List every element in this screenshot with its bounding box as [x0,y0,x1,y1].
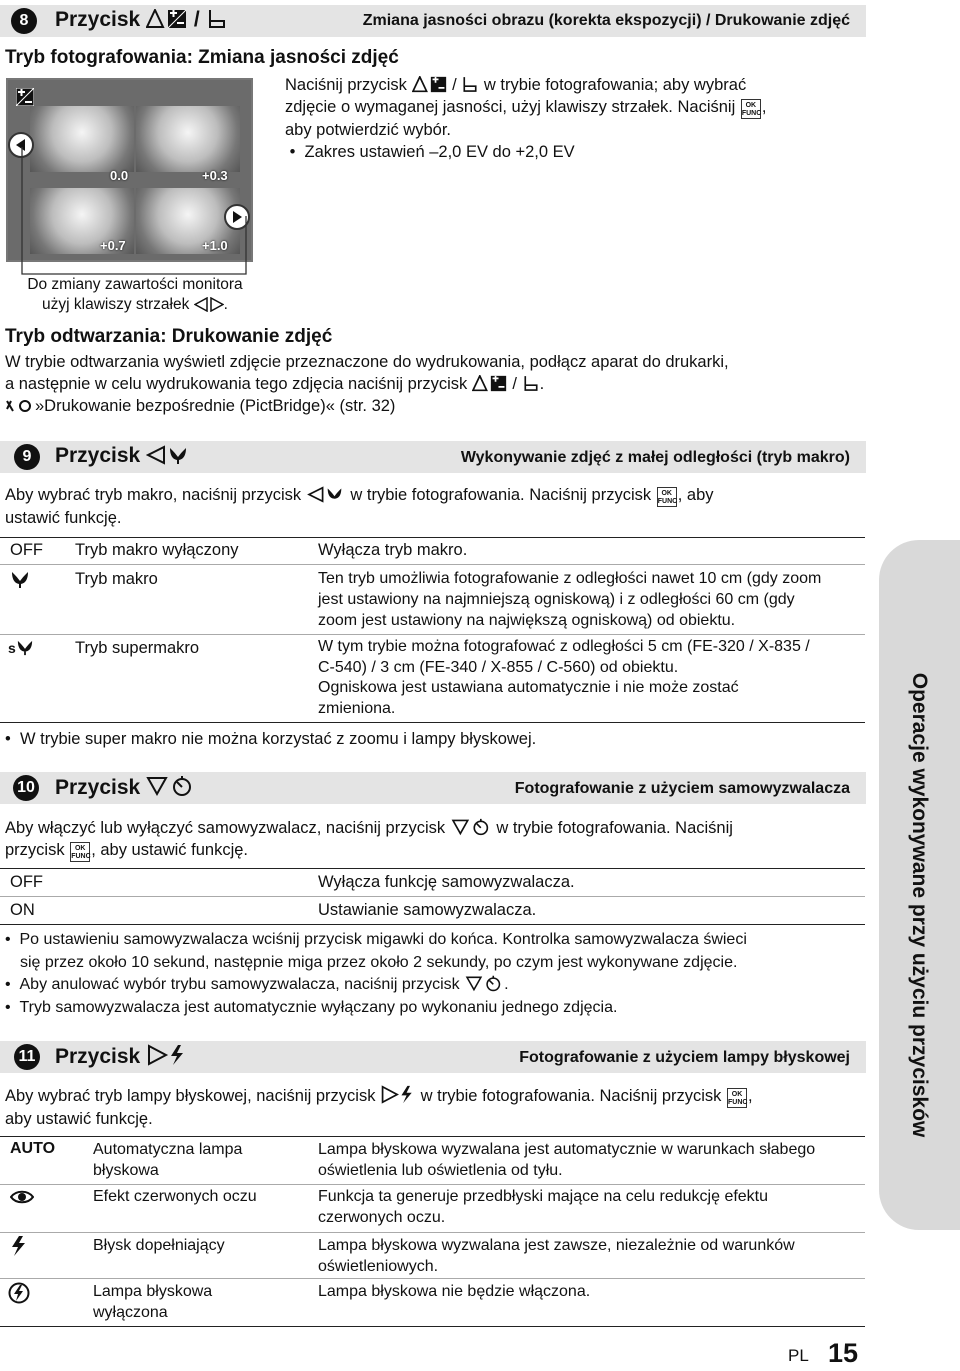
brightness-instructions: Naciśnij przycisk / w trybie fotografowania; aby wybrać zdjęcie o wymaganej jasności, użyj klawiszy strzałek. Naciśnij OK FUNC, aby potwierdzić wybór. • Zakres ustawień –2,0 EV do +2,0 EV [285,76,767,161]
left-right-arrows-icon [194,297,224,312]
macro-row-off-name: Tryb makro wyłączony [75,541,239,559]
section-11-description: Fotografowanie z użyciem lampy błyskowej [519,1049,850,1066]
macro-row-macro-name: Tryb makro [75,570,158,588]
section-11-number: 11 [14,1044,40,1070]
callout-lines [0,0,260,290]
ok-func-icon: OK FUNC [727,1088,747,1108]
thumbnail-label: +0.7 [100,238,126,253]
thumbnail-label: 0.0 [110,168,129,183]
macro-note: • W trybie super makro nie można korzystać z zoomu i lampy błyskowej. [5,730,537,748]
flash-row-auto-symbol: AUTO [10,1140,56,1157]
macro-row-off-symbol: OFF [10,541,43,559]
selftimer-row-off-symbol: OFF [10,873,43,891]
thumbnail-label: +1.0 [202,238,228,253]
triangle-up-exposure-icon [472,375,508,392]
table-rule [0,1136,865,1137]
table-rule [0,1184,865,1185]
selftimer-instructions: Aby włączyć lub wyłączyć samowyzwalacz, naciśnij przycisk w trybie fotografowania. Naciśnij przycisk OK FUNC, aby ustawić funkcję. [5,819,733,860]
macro-instructions: Aby wybrać tryb makro, naciśnij przycisk w trybie fotografowania. Naciśnij przycisk OK FUNC, aby ustawić funkcję. [5,486,714,527]
table-rule [0,1278,865,1279]
page-number: 15 [828,1338,859,1368]
selftimer-row-on-symbol: ON [10,901,35,919]
chapter-title: Operacje wykonywane przy użyciu przycisków [908,672,931,1138]
section-9-title: Przycisk [55,444,190,468]
flash-row-redeye-name: Efekt czerwonych oczu [93,1188,257,1205]
flash-fill-icon [11,1235,27,1257]
flash-instructions: Aby wybrać tryb lampy błyskowej, naciśnij przycisk w trybie fotografowania. Naciśnij przycisk OK FUNC, aby ustawić funkcję. [5,1087,753,1128]
supermacro-icon: s [8,640,34,656]
section-8-title: Przycisk / [55,8,228,32]
macro-row-supermacro-name: Tryb supermakro [75,639,200,657]
section-11-title: Przycisk [55,1044,188,1069]
triangle-down-selftimer-icon [450,818,492,836]
section-10-title: Przycisk [55,775,194,800]
subheading-shooting-brightness: Tryb fotografowania: Zmiana jasności zdjęć [5,47,399,68]
reference-icon [5,399,35,414]
flash-row-auto-name: Automatyczna lampa błyskowa [93,1141,243,1179]
table-rule [0,564,865,565]
thumbnail-label: +0.3 [202,168,228,183]
selftimer-row-on-desc: Ustawianie samowyzwalacza. [318,901,537,919]
table-rule [0,868,865,869]
table-rule [0,896,865,897]
macro-row-macro-desc: Ten tryb umożliwia fotografowanie z odległości nawet 10 cm (gdy zoom jest ustawiony na najmniejszą ogniskową) i z odległości 60 cm (gdy zoom jest ustawiony na największą ogniskową) od obiektu. [318,570,822,629]
flash-off-icon [8,1282,30,1304]
triangle-down-selftimer-icon [464,975,504,992]
print-instructions: W trybie odtwarzania wyświetl zdjęcie przeznaczone do wydrukowania, podłącz aparat do drukarki, a następnie w celu wydrukowania tego zdjęcia naciśnij przycisk / . »Drukowanie bezpośrednie (PictBridge)« (str. 32) [5,353,729,415]
macro-row-off-desc: Wyłącza tryb makro. [318,541,468,559]
flash-row-fill-desc: Lampa błyskowa wyzwalana jest zawsze, niezależnie od warunków oświetleniowych. [318,1237,795,1275]
macro-row-supermacro-desc: W tym trybie można fotografować z odległości 5 cm (FE-320 / X-835 / C-540) / 3 cm (FE-340 / X-855 / C-560) od obiektu. Ogniskowa jest ustawiana automatycznie i nie może zostać zmieniona. [318,638,810,717]
section-9-description: Wykonywanie zdjęć z małej odległości (tryb makro) [460,449,850,466]
selftimer-row-off-desc: Wyłącza funkcję samowyzwalacza. [318,873,575,891]
flash-row-fill-name: Błysk dopełniający [93,1237,225,1254]
ok-func-icon: OK FUNC [70,842,90,862]
table-rule [0,924,865,925]
triangle-left-macro-icon [306,486,346,503]
ok-func-icon: OK FUNC [741,99,761,119]
section-9-number: 9 [14,444,40,470]
ok-func-icon: OK FUNC [657,487,677,507]
macro-icon [10,571,30,589]
section-8-number: 8 [11,8,37,34]
section-10-description: Fotografowanie z użyciem samowyzwalacza [514,780,850,797]
triangle-down-selftimer-icon [146,775,194,797]
subheading-playback-print: Tryb odtwarzania: Drukowanie zdjęć [5,326,333,347]
triangle-right-flash-icon [146,1044,188,1066]
flash-row-off-name: Lampa błyskowa wyłączona [93,1283,213,1321]
triangle-right-flash-icon [380,1085,416,1104]
table-rule [0,1326,865,1327]
table-rule [0,1232,865,1233]
triangle-up-exposure-icon [412,76,448,93]
footer-language: PL [788,1346,809,1365]
monitor-caption: Do zmiany zawartości monitora użyj klawiszy strzałek . [27,276,243,313]
macro-icon [16,640,34,656]
triangle-left-macro-icon [146,445,190,465]
selftimer-notes: • Po ustawieniu samowyzwalacza wciśnij przycisk migawki do końca. Kontrolka samowyzwalacza świeci się przez około 10 sekund, następnie miga przez około 2 sekundy, po czym jest wykonywane zdjęcie. • Aby anulować wybór trybu samowyzwalacza, naciśnij przycisk . • Tryb samowyzwalacza jest automatycznie wyłączany po wykonaniu jednego zdjęcia. [5,931,747,1016]
print-icon [522,375,540,392]
flash-row-redeye-desc: Funkcja ta generuje przedbłyski mające na celu redukcję efektu czerwonych oczu. [318,1188,769,1226]
flash-row-off-desc: Lampa błyskowa nie będzie włączona. [318,1283,591,1300]
table-rule [0,537,865,538]
table-rule [0,722,865,723]
print-icon [461,76,479,93]
red-eye-icon [10,1188,34,1206]
flash-row-auto-desc: Lampa błyskowa wyzwalana jest automatycznie w warunkach słabego oświetlenia lub oświetlenia od tyłu. [318,1141,816,1179]
table-rule [0,634,865,635]
section-8-description: Zmiana jasności obrazu (korekta ekspozycji) / Drukowanie zdjęć [362,12,850,29]
section-10-number: 10 [13,775,39,801]
